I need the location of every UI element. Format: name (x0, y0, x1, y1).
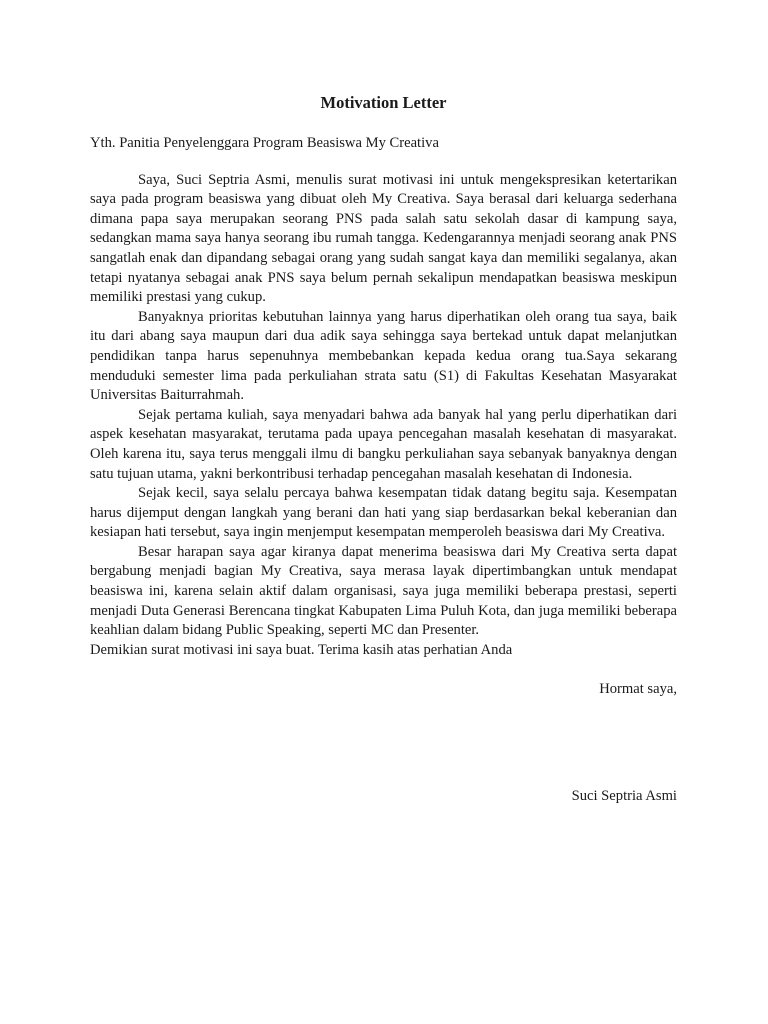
letter-paragraph: Banyaknya prioritas kebutuhan lainnya yang harus diperhatikan oleh orang tua saya, baik itu dari abang saya maupun dari dua adik saya sehingga saya bertekad untuk dapat melanjutkan pendidikan tanpa harus sepenuhnya membebankan kepada kedua orang tua.Saya sekarang menduduki semester lima pada perkuliahan strata satu (S1) di Fakultas Kesehatan Masyarakat Universitas Baiturrahmah. (90, 308, 677, 404)
letter-body (90, 171, 677, 661)
letter-page (90, 92, 677, 821)
letter-closing-line: Demikian surat motivasi ini saya buat. Terima kasih atas perhatian Anda (90, 641, 513, 658)
letter-paragraph: Sejak pertama kuliah, saya menyadari bahwa ada banyak hal yang perlu diperhatikan dari aspek kesehatan masyarakat, terutama pada upaya pencegahan masalah kesehatan di masyarakat. Oleh karena itu, saya terus menggali ilmu di bangku perkuliahan saya sebanyak banyaknya dengan satu tujuan utama, yakni berkontribusi terhadap pencegahan masalah kesehatan di Indonesia. (90, 406, 677, 482)
letter-paragraph: Besar harapan saya agar kiranya dapat menerima beasiswa dari My Creativa serta dapat bergabung menjadi bagian My Creativa, saya merasa layak dipertimbangkan untuk mendapat beasiswa ini, karena selain aktif dalam organisasi, saya juga memiliki beberapa prestasi, seperti menjadi Duta Generasi Berencana tingkat Kabupaten Lima Puluh Kota, dan juga memiliki beberapa keahlian dalam bidang Public Speaking, seperti MC dan Presenter. (90, 543, 677, 639)
letter-regards: Hormat saya, (599, 681, 677, 698)
letter-title: Motivation Letter (320, 93, 447, 112)
letter-salutation: Yth. Panitia Penyelenggara Program Beasiswa My Creativa (90, 135, 439, 151)
letter-signature-name: Suci Septria Asmi (571, 788, 677, 805)
letter-paragraph: Sejak kecil, saya selalu percaya bahwa kesempatan tidak datang begitu saja. Kesempatan harus dijemput dengan langkah yang berani dan hati yang siap berdasarkan bekal keberanian dan kesiapan hati tersebut, saya ingin menjemput kesempatan memperoleh beasiswa dari My Creativa. (90, 485, 677, 541)
letter-paragraph: Saya, Suci Septria Asmi, menulis surat motivasi ini untuk mengekspresikan ketertarikan saya pada program beasiswa yang dibuat oleh My Creativa. Saya berasal dari keluarga sederhana dimana papa saya merupakan seorang PNS pada salah satu sekolah dasar di kampung saya, sedangkan mama saya hanya seorang ibu rumah tangga. Kedengarannya menjadi seorang anak PNS sangatlah enak dan dipandang sebagai orang yang sudah sangat kaya dan memiliki segalanya, akan tetapi nyatanya sebagai anak PNS saya belum pernah sekalipun mendapatkan beasiswa meskipun memiliki prestasi yang cukup. (90, 171, 677, 306)
